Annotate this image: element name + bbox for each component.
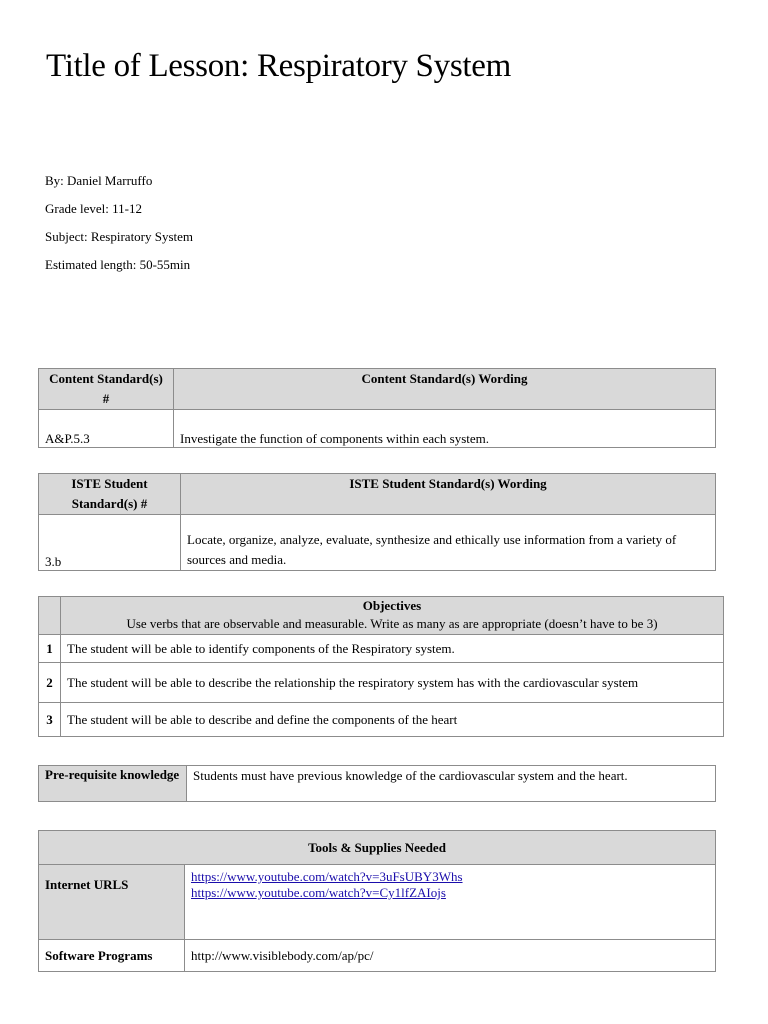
content-standard-text: Investigate the function of components within each system. xyxy=(174,410,716,448)
length-line: Estimated length: 50-55min xyxy=(45,257,191,272)
prerequisite-label: Pre-requisite knowledge xyxy=(39,766,187,802)
youtube-link-1[interactable]: https://www.youtube.com/watch?v=3uFsUBY3Whs xyxy=(191,869,463,884)
prerequisite-table xyxy=(38,765,716,802)
objective-number: 2 xyxy=(39,663,61,703)
author-line: By: Daniel Marruffo xyxy=(45,173,153,188)
tools-heading: Tools & Supplies Needed xyxy=(39,831,716,865)
software-label: Software Programs xyxy=(39,940,185,972)
iste-standard-code: 3.b xyxy=(39,515,181,571)
objectives-table xyxy=(38,596,724,737)
youtube-link-2[interactable]: https://www.youtube.com/watch?v=Cy1lfZAIojs xyxy=(191,885,446,900)
objective-number: 3 xyxy=(39,703,61,737)
table-row xyxy=(39,410,716,448)
content-standards-table xyxy=(38,368,716,448)
list-item xyxy=(39,703,724,737)
objective-text: The student will be able to describe the relationship the respiratory system has with the cardiovascular system xyxy=(61,663,724,703)
list-item xyxy=(39,635,724,663)
grade-line: Grade level: 11-12 xyxy=(45,201,142,216)
objective-text: The student will be able to identify components of the Respiratory system. xyxy=(61,635,724,663)
objectives-heading: Objectives xyxy=(362,598,422,613)
content-standard-number-header: Content Standard(s) # xyxy=(39,369,174,410)
objectives-corner-cell xyxy=(39,597,61,635)
content-standard-wording-header: Content Standard(s) Wording xyxy=(174,369,716,410)
iste-standard-wording-header: ISTE Student Standard(s) Wording xyxy=(181,474,716,515)
tools-table xyxy=(38,830,716,972)
iste-standards-table xyxy=(38,473,716,571)
subject-line: Subject: Respiratory System xyxy=(45,229,194,244)
table-row xyxy=(39,515,716,571)
list-item xyxy=(39,663,724,703)
urls-label: Internet URLS xyxy=(39,865,185,940)
iste-standard-number-header: ISTE Student Standard(s) # xyxy=(39,474,181,515)
software-text: http://www.visiblebody.com/ap/pc/ xyxy=(185,940,716,972)
objective-text: The student will be able to describe and define the components of the heart xyxy=(61,703,724,737)
iste-standard-text: Locate, organize, analyze, evaluate, synthesize and ethically use information from a variety of sources and media. xyxy=(181,515,716,571)
content-standard-code: A&P.5.3 xyxy=(39,410,174,448)
prerequisite-text: Students must have previous knowledge of the cardiovascular system and the heart. xyxy=(187,766,716,802)
lesson-title: Title of Lesson: Respiratory System xyxy=(46,48,511,84)
objectives-subheading: Use verbs that are observable and measurable. Write as many as are appropriate (doesn’t have to be 3) xyxy=(126,616,658,631)
objective-number: 1 xyxy=(39,635,61,663)
